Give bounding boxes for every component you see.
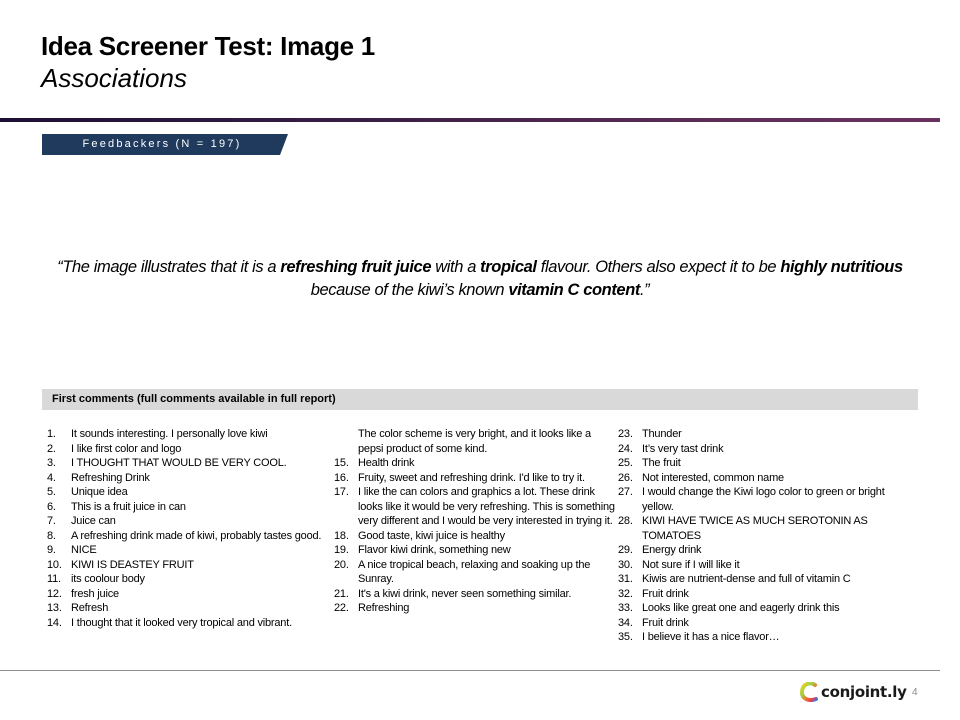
comment-item xyxy=(47,442,337,457)
comment-item xyxy=(334,471,619,486)
comment-text: Looks like great one and eagerly drink this xyxy=(642,602,840,614)
comment-number: 34. xyxy=(618,616,633,629)
quote-emphasis: vitamin C content xyxy=(508,281,640,299)
comment-number: 18. xyxy=(334,529,349,542)
comment-item xyxy=(334,427,619,456)
comment-item xyxy=(47,529,337,544)
comment-text: Kiwis are nutrient-dense and full of vitamin C xyxy=(642,573,851,585)
comment-text: Fruit drink xyxy=(642,616,689,629)
comment-text: Good taste, kiwi juice is healthy xyxy=(358,529,505,542)
comment-number: 14. xyxy=(47,616,62,629)
comment-text: I would change the Kiwi logo color to green or bright yellow. xyxy=(642,486,885,513)
comment-number: 1. xyxy=(47,428,56,440)
comment-text: Flavor kiwi drink, something new xyxy=(358,544,511,556)
footer-divider xyxy=(0,670,940,671)
logo-text: conjoint.ly xyxy=(821,683,907,701)
comment-item xyxy=(47,587,337,602)
comment-item xyxy=(47,427,337,442)
sample-size-badge xyxy=(42,134,288,155)
comment-number: 28. xyxy=(618,515,633,527)
comment-item xyxy=(618,616,918,631)
comment-text: Juice can xyxy=(71,515,116,527)
comment-number: 8. xyxy=(47,529,56,542)
comment-text: Energy drink xyxy=(642,544,702,556)
comment-item xyxy=(47,471,337,486)
quote-emphasis: refreshing fruit juice xyxy=(280,258,432,276)
conjointly-logo xyxy=(800,682,907,702)
comment-number: 27. xyxy=(618,486,633,498)
comment-number: 10. xyxy=(47,558,62,571)
comment-item xyxy=(47,558,337,573)
comment-number: 23. xyxy=(618,428,633,440)
badge-label: Feedbackers (N = 197) xyxy=(82,138,242,150)
comment-number: 31. xyxy=(618,573,633,585)
comment-text: Not sure if I will like it xyxy=(642,558,740,571)
comment-text: It’s very tast drink xyxy=(642,442,724,455)
comment-number: 26. xyxy=(618,471,633,484)
quote-text: .” xyxy=(639,281,650,299)
comment-item xyxy=(47,572,337,587)
comments-column-2 xyxy=(334,427,619,616)
comment-number: 4. xyxy=(47,471,56,484)
comment-item xyxy=(47,500,337,515)
comment-text: Refresh xyxy=(71,602,109,614)
comments-section-header: First comments (full comments available in full report) xyxy=(42,389,918,410)
comment-number: 29. xyxy=(618,544,633,556)
comment-number: 20. xyxy=(334,558,349,571)
comment-item xyxy=(47,485,337,500)
comment-number: 32. xyxy=(618,587,633,600)
comment-number: 11. xyxy=(47,573,61,585)
quote-emphasis: highly nutritious xyxy=(780,258,903,276)
comment-text: Refreshing Drink xyxy=(71,471,150,484)
comment-number: 21. xyxy=(334,587,349,600)
comment-item xyxy=(618,630,918,645)
comment-number: 35. xyxy=(618,631,633,643)
comment-number: 25. xyxy=(618,457,633,469)
quote-text: with a xyxy=(431,258,481,276)
comment-number: 13. xyxy=(47,602,62,614)
comment-item xyxy=(47,601,337,616)
comment-text: KIWI IS DEASTEY FRUIT xyxy=(71,558,194,571)
conjointly-c-icon xyxy=(800,682,818,702)
comment-item xyxy=(334,587,619,602)
comment-text: KIWI HAVE TWICE AS MUCH SEROTONIN AS TOMATOES xyxy=(642,515,868,542)
comment-item xyxy=(618,514,918,543)
comment-number: 19. xyxy=(334,544,349,556)
comment-number: 15. xyxy=(334,457,349,469)
comment-number: 2. xyxy=(47,442,56,455)
comment-item xyxy=(47,543,337,558)
comment-number: 3. xyxy=(47,457,56,469)
comment-item xyxy=(334,485,619,529)
comment-number: 22. xyxy=(334,602,349,614)
comment-item xyxy=(618,587,918,602)
comment-text: A refreshing drink made of kiwi, probably tastes good. xyxy=(71,529,322,542)
comment-item xyxy=(334,558,619,587)
comment-item xyxy=(618,485,918,514)
comment-text: Fruit drink xyxy=(642,587,689,600)
comment-item xyxy=(334,601,619,616)
comment-text: Refreshing xyxy=(358,602,410,614)
comment-text: It sounds interesting. I personally love kiwi xyxy=(71,428,268,440)
comments-column-1 xyxy=(47,427,337,630)
comment-text: A nice tropical beach, relaxing and soaking up the Sunray. xyxy=(358,558,591,585)
comment-text: Fruity, sweet and refreshing drink. I'd like to try it. xyxy=(358,471,585,484)
comment-text: I believe it has a nice flavor… xyxy=(642,631,780,643)
comment-item xyxy=(618,471,918,486)
comment-item xyxy=(334,456,619,471)
comment-number: 6. xyxy=(47,500,56,513)
comment-text: I like the can colors and graphics a lot. These drink looks like it would be very refreshing. This is something very different and I would be very interested in trying it. xyxy=(358,486,615,527)
comment-text: fresh juice xyxy=(71,587,119,600)
comment-item xyxy=(618,442,918,457)
comment-text: Health drink xyxy=(358,457,415,469)
comment-number: 12. xyxy=(47,587,62,600)
page-title: Idea Screener Test: Image 1 xyxy=(41,31,375,61)
comment-item xyxy=(47,456,337,471)
quote-text: “The image illustrates that it is a xyxy=(57,258,281,276)
comment-text: its coolour body xyxy=(71,573,145,585)
comment-item xyxy=(334,529,619,544)
comment-item xyxy=(47,616,337,631)
comment-text: The fruit xyxy=(642,457,681,469)
comment-text: I thought that it looked very tropical and vibrant. xyxy=(71,616,292,629)
comment-number: 7. xyxy=(47,515,56,527)
comment-number: 9. xyxy=(47,544,56,556)
comment-text: It's a kiwi drink, never seen something similar. xyxy=(358,587,572,600)
comment-number: 17. xyxy=(334,486,349,498)
summary-quote xyxy=(40,256,920,302)
comment-item xyxy=(47,514,337,529)
comment-number: 24. xyxy=(618,442,633,455)
comment-number: 30. xyxy=(618,558,633,571)
comment-text: The color scheme is very bright, and it looks like a pepsi product of some kind. xyxy=(358,428,591,455)
comment-text: Not interested, common name xyxy=(642,471,784,484)
comment-text: I THOUGHT THAT WOULD BE VERY COOL. xyxy=(71,457,287,469)
comments-column-3 xyxy=(618,427,918,645)
quote-text: because of the kiwi’s known xyxy=(310,281,509,299)
header-divider xyxy=(0,118,940,122)
comment-number xyxy=(334,427,358,456)
comment-text: Unique idea xyxy=(71,486,128,498)
comment-text: I like first color and logo xyxy=(71,442,182,455)
quote-emphasis: tropical xyxy=(480,258,537,276)
comment-item xyxy=(618,572,918,587)
comment-text: NICE xyxy=(71,544,97,556)
comment-number: 33. xyxy=(618,602,633,614)
comment-text: This is a fruit juice in can xyxy=(71,500,186,513)
comment-item xyxy=(618,543,918,558)
comment-item xyxy=(618,456,918,471)
comment-item xyxy=(334,543,619,558)
page-number: 4 xyxy=(912,687,918,698)
comment-item xyxy=(618,427,918,442)
page-subtitle: Associations xyxy=(41,63,187,93)
comment-text: Thunder xyxy=(642,428,682,440)
comment-number: 5. xyxy=(47,486,56,498)
comment-item xyxy=(618,558,918,573)
comment-item xyxy=(618,601,918,616)
comment-number: 16. xyxy=(334,471,349,484)
quote-text: flavour. Others also expect it to be xyxy=(536,258,781,276)
